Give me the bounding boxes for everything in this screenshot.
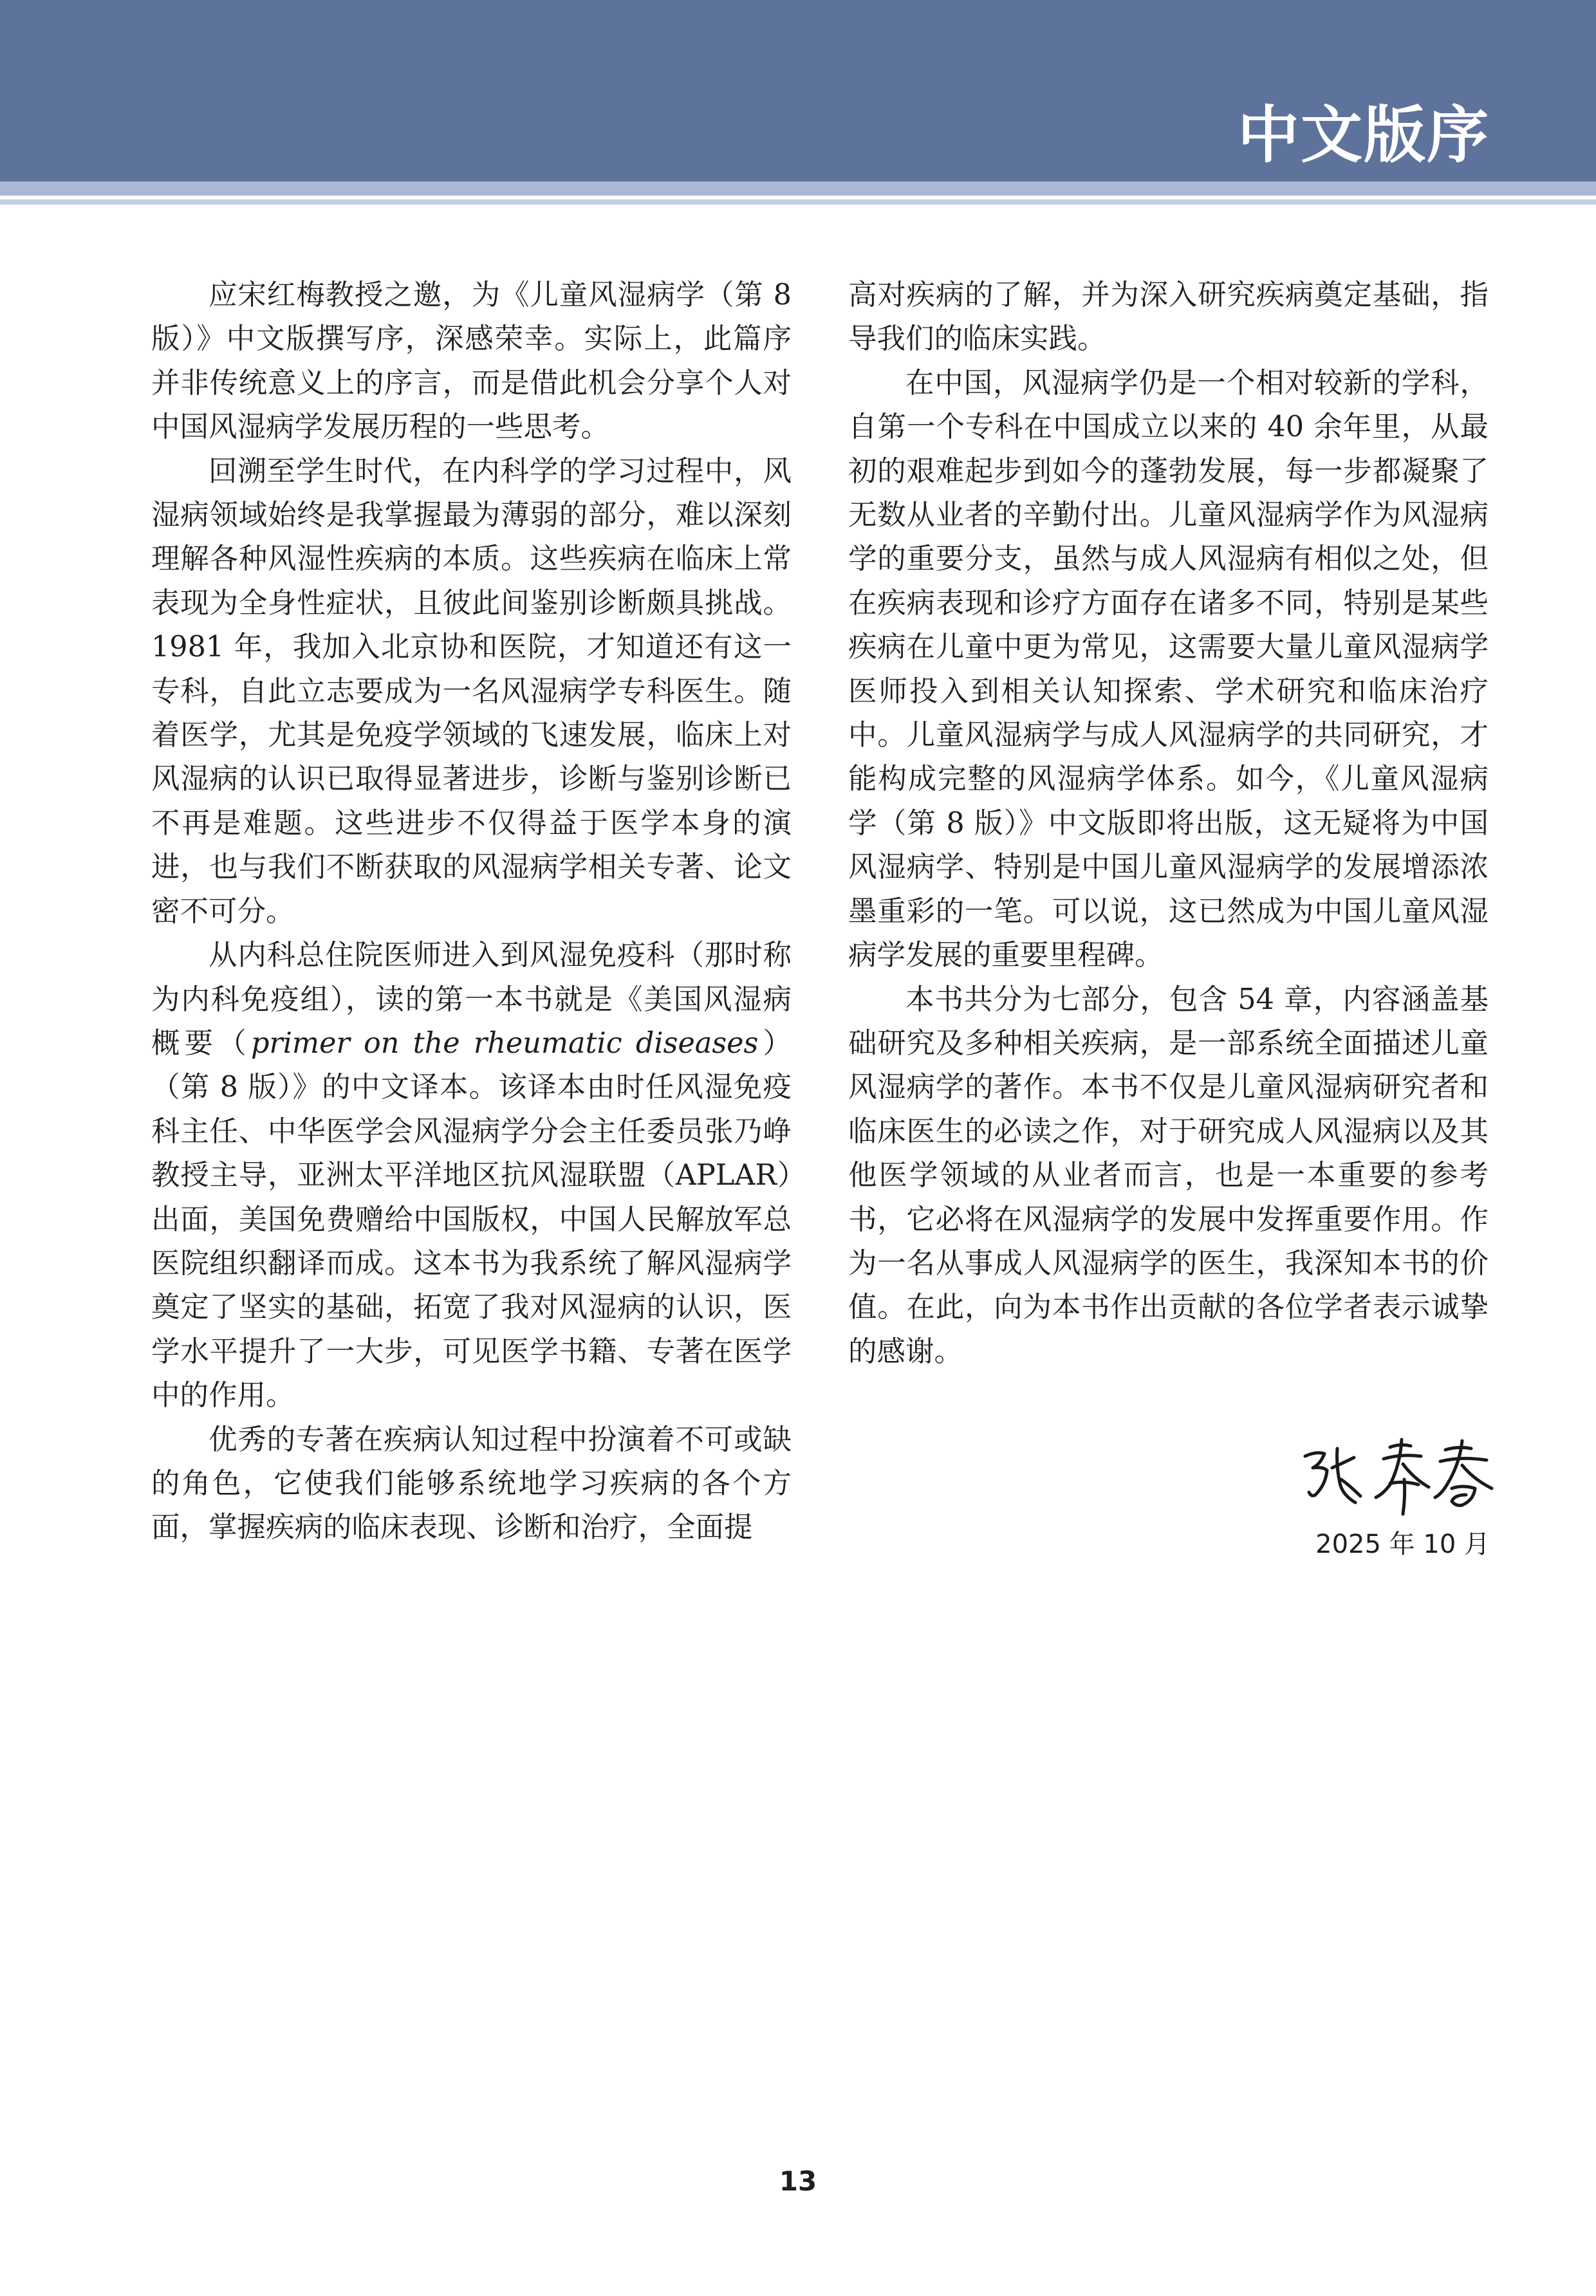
- paragraph: 本书共分为七部分，包含 54 章，内容涵盖基础研究及多种相关疾病，是一部系统全面描述儿童风湿病学的著作。本书不仅是儿童风湿病研究者和临床医生的必读之作，对于研究成人风湿病以及其他医学领域的从业者而言，也是一本重要的参考书，它必将在风湿病学的发展中发挥重要作用。作为一名从事成人风湿病学的医生，我深知本书的价值。在此，向为本书作出贡献的各位学者表示诚挚的感谢。: [848, 983, 1489, 1368]
- paragraph-text: ）（第 8 版）》的中文译本。该译本由时任风湿免疫科主任、中华医学会风湿病学分会主任委员张乃峥教授主导，亚洲太平洋地区抗风湿联盟（APLAR）出面，美国免费赠给中国版权，中国人民解放军总医院组织翻译而成。这本书为我系统了解风湿病学奠定了坚实的基础，拓宽了我对风湿病的认识，医学水平提升了一大步，可见医学书籍、专著在医学中的作用。: [151, 1026, 792, 1412]
- left-column: [151, 273, 792, 1550]
- signature-date: 2025 年 10 月: [1315, 1530, 1490, 1559]
- paragraph: 回溯至学生时代，在内科学的学习过程中，风湿病领域始终是我掌握最为薄弱的部分，难以深刻理解各种风湿性疾病的本质。这些疾病在临床上常表现为全身性症状，且彼此间鉴别诊断颇具挑战。1981 年，我加入北京协和医院，才知道还有这一专科，自此立志要成为一名风湿病学专科医生。随着医学，尤其是免疫学领域的飞速发展，临床上对风湿病的认识已取得显著进步，诊断与鉴别诊断已不再是难题。这些进步不仅得益于医学本身的演进，也与我们不断获取的风湿病学相关专著、论文密不可分。: [151, 454, 792, 928]
- header-band: [0, 0, 1596, 181]
- paragraph-text: 从内科总住院医师进入到风湿免疫科（那时称为内科免疫组），读的第一本书就是《美国风湿病概要（: [151, 939, 792, 1060]
- paragraph-continuation: 高对疾病的了解，并为深入研究疾病奠定基础，指导我们的临床实践。: [848, 279, 1489, 356]
- page-title: 中文版序: [1238, 99, 1490, 171]
- right-column: [848, 273, 1489, 1374]
- handwritten-signature: [1294, 1425, 1499, 1522]
- paragraph: 优秀的专著在疾病认知过程中扮演着不可或缺的角色，它使我们能够系统地学习疾病的各个方面，掌握疾病的临床表现、诊断和治疗，全面提: [151, 1423, 792, 1544]
- header-rule: [0, 181, 1596, 196]
- paragraph: 应宋红梅教授之邀，为《儿童风湿病学（第 8 版）》中文版撰写序，深感荣幸。实际上，此篇序并非传统意义上的序言，而是借此机会分享个人对中国风湿病学发展历程的一些思考。: [151, 279, 792, 444]
- page-number: 13: [779, 2165, 817, 2197]
- paragraph: 在中国，风湿病学仍是一个相对较新的学科，自第一个专科在中国成立以来的 40 余年里，从最初的艰难起步到如今的蓬勃发展，每一步都凝聚了无数从业者的辛勤付出。儿童风湿病学作为风湿病学的重要分支，虽然与成人风湿病有相似之处，但在疾病表现和诊疗方面存在诸多不同，特别是某些疾病在儿童中更为常见，这需要大量儿童风湿病学医师投入到相关认知探索、学术研究和临床治疗中。儿童风湿病学与成人风湿病学的共同研究，才能构成完整的风湿病学体系。如今，《儿童风湿病学（第 8 版）》中文版即将出版，这无疑将为中国风湿病学、特别是中国儿童风湿病学的发展增添浓墨重彩的一笔。可以说，这已然成为中国儿童风湿病学发展的重要里程碑。: [848, 366, 1489, 972]
- paragraph: [151, 934, 792, 1418]
- header-rule-thin: [0, 199, 1596, 205]
- book-title-italic: primer on the rheumatic diseases: [250, 1026, 759, 1060]
